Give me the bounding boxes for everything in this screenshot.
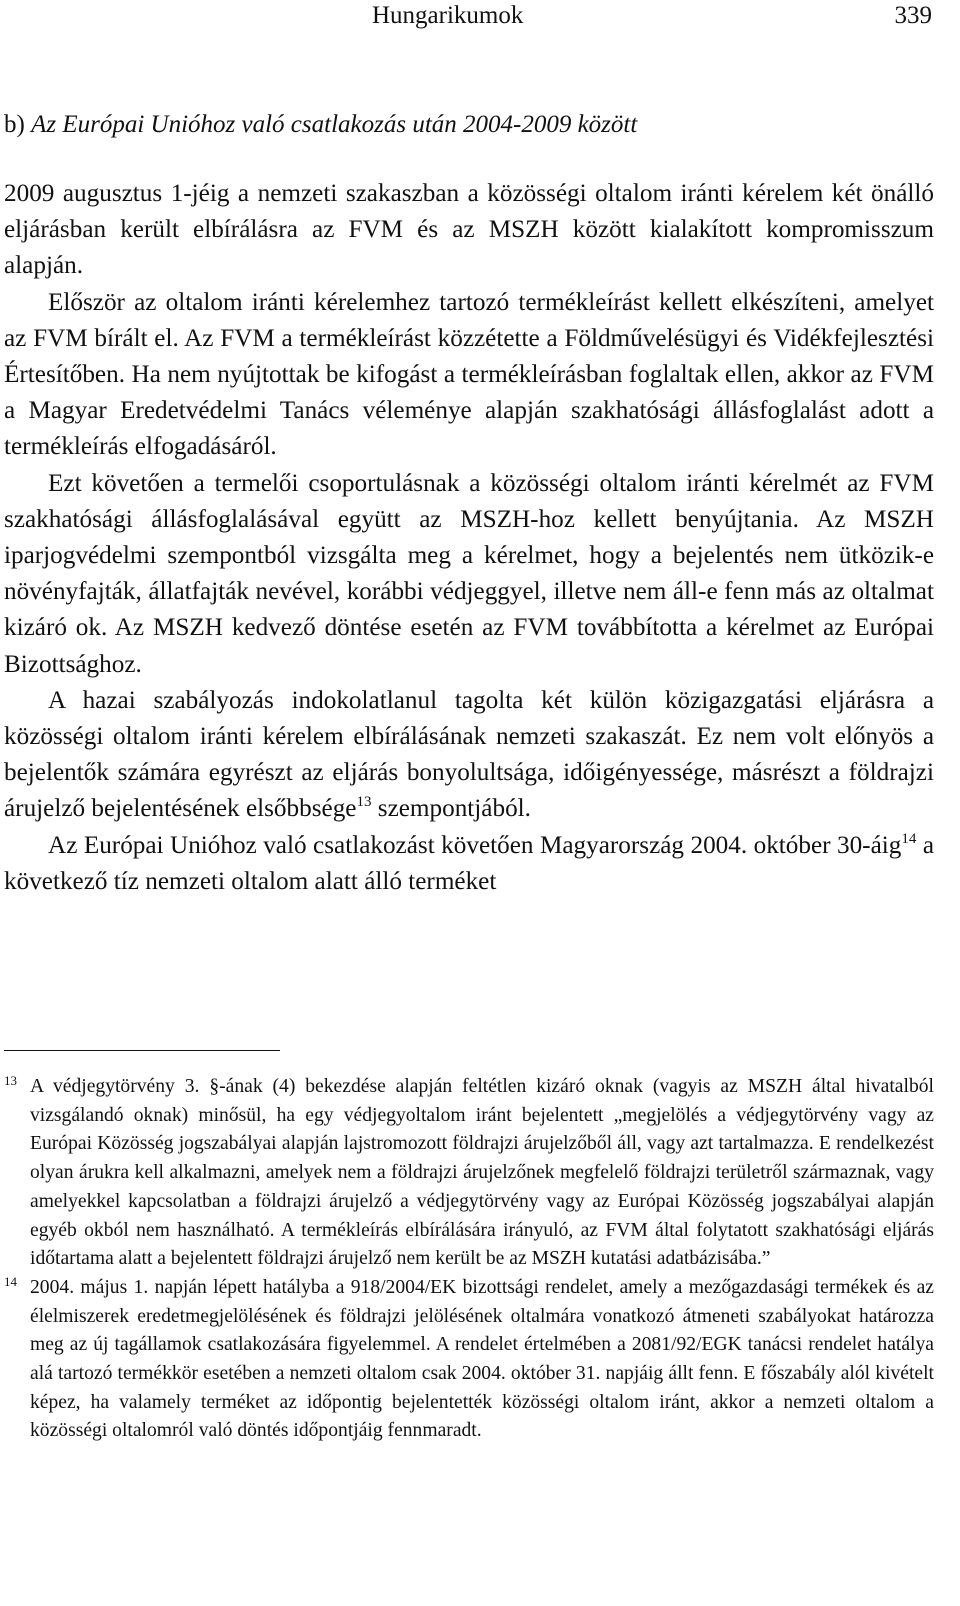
footnote-14 — [4, 1274, 934, 1446]
footnote-ref-13[interactable]: 13 — [356, 794, 372, 811]
footnote-number: 14 — [4, 1273, 17, 1289]
paragraph-5 — [4, 828, 934, 900]
section-label: b) — [4, 111, 32, 138]
paragraph-3: Ezt követően a termelői csoportulásnak a közösségi oltalom iránti kérelmét az FVM szakhatósági állásfoglalásával együtt az MSZH-hoz kellett benyújtania. Az MSZH iparjogvédelmi szempontból vizsgálta meg a kérelmet, hogy a bejelentés nem ütközik-e növényfajták, állatfajták nevével, korábbi védjeggyel, illetve nem áll-e fenn más az oltalmat kizáró ok. Az MSZH kedvező döntése esetén az FVM továbbította a kérelmet az Európai Bizottsághoz. — [4, 469, 934, 678]
paragraph-1: 2009 augusztus 1-jéig a nemzeti szakaszban a közösségi oltalom iránti kérelem két önálló eljárásban került elbírálásra az FVM és az MSZH között kialakított kompromisszum alapján. — [4, 180, 934, 280]
footnote-text: A védjegytörvény 3. §-ának (4) bekezdése alapján feltétlen kizáró oknak (vagyis az MSZH által hivatalból vizsgálandó oknak) minősül, ha egy védjegyoltalom iránt bejelentett „megjelölés a védjegytörvény vagy az Európai Közösség jogszabályai alapján lajstromozott földrajzi árujelzőből áll, vagy azt tartalmazza. E rendelkezést olyan árukra kell alkalmazni, amelyek nem a földrajzi árujelzőnek megfelelő földrajzi területről származnak, vagy amelyekkel kapcsolatban a földrajzi árujelző a védjegytörvény vagy az Európai Közösség jogszabályai alapján egyéb okból nem használható. A termékleírás elbírálására irányuló, az FVM által folytatott szakhatósági eljárás időtartama alatt a bejelentett földrajzi árujelző nem került be az MSZH kutatási adatbázisába.” — [30, 1076, 934, 1270]
body-text — [4, 176, 934, 900]
paragraph-5-tail: a következő tíz nemzeti oltalom alatt álló terméket — [4, 831, 934, 895]
footnotes — [4, 1073, 934, 1446]
paragraph-5-text: Az Európai Unióhoz való csatlakozást követően Magyarország 2004. október 30-áig — [48, 831, 902, 859]
footnote-separator — [4, 1050, 280, 1051]
footnote-number: 13 — [4, 1073, 17, 1088]
footnote-13 — [4, 1073, 934, 1274]
footnote-text: 2004. május 1. napján lépett hatályba a 918/2004/EK bizottsági rendelet, amely a mezőgazdasági termékek és az élelmiszerek eredetmegjelölésének és földrajzi jelölésének oltalmára vonatkozó átmeneti szabályokat határozza meg az új tagállamok csatlakozására figyelemmel. A rendelet értelmében a 2081/92/EGK tanácsi rendelet hatálya alá tartozó termékkör esetében a nemzeti oltalom csak 2004. október 31. napjáig állt fenn. E főszabály alól kivételt képez, ha valamely terméket az időpontig bejelentették közösségi oltalom iránt, akkor a nemzeti oltalom a közösségi oltalomról való döntés időpontjáig fennmaradt. — [30, 1276, 934, 1442]
section-heading — [4, 107, 934, 143]
section-title: Az Európai Unióhoz való csatlakozás után 2004-2009 között — [31, 111, 638, 138]
page-number: 339 — [894, 2, 932, 29]
running-header — [0, 0, 960, 36]
paragraph-4-tail: szempontjából. — [371, 795, 531, 823]
running-title: Hungarikumok — [372, 2, 524, 29]
paragraph-4 — [4, 683, 934, 828]
paragraph-4-text: A hazai szabályozás indokolatlanul tagolta két külön közigazgatási eljárásra a közösségi oltalom iránti kérelem elbírálásának nemzeti szakaszát. Ez nem volt előnyös a bejelentők számára egyrészt az eljárás bonyolultsága, időigényessége, másrészt a földrajzi árujelző bejelentésének elsőbbsége — [4, 686, 934, 823]
paragraph-2: Először az oltalom iránti kérelemhez tartozó termékleírást kellett elkészíteni, amelyet az FVM bírált el. Az FVM a termékleírást közzétette a Földművelésügyi és Vidékfejlesztési Értesítőben. Ha nem nyújtottak be kifogást a termékleírásban foglaltak ellen, akkor az FVM a Magyar Eredetvédelmi Tanács véleménye alapján szakhatósági állásfoglalást adott a termékleírás elfogadásáról. — [4, 288, 934, 461]
footnote-ref-14[interactable]: 14 — [901, 830, 917, 847]
